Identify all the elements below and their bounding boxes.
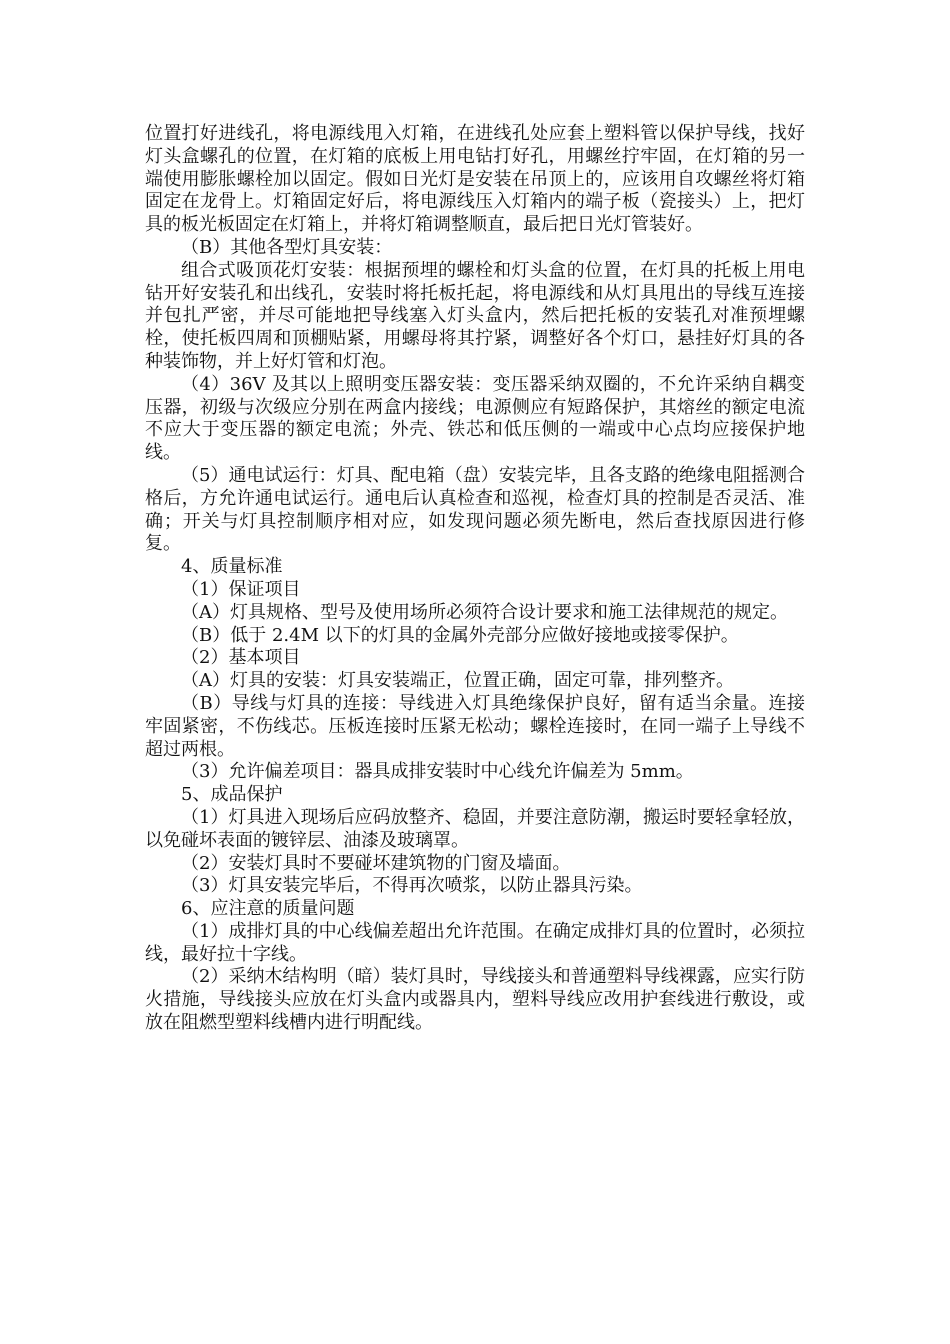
paragraph-guarantee-a: （A）灯具规格、型号及使用场所必须符合设计要求和施工法律规范的规定。 bbox=[181, 601, 788, 623]
paragraph-basic-b: （B）导线与灯具的连接：导线进入灯具绝缘保护良好，留有适当余量。连接牢固紧密，不伤线芯。压板连接时压紧无松动；螺栓连接时，在同一端子上导线不超过两根。 bbox=[145, 692, 805, 760]
paragraph-tolerance: （3）允许偏差项目：器具成排安装时中心线允许偏差为 5mm。 bbox=[181, 761, 694, 783]
paragraph-guarantee-b: （B）低于 2.4M 以下的灯具的金属外壳部分应做好接地或接零保护。 bbox=[181, 624, 739, 646]
paragraph-protection-1: （1）灯具进入现场后应码放整齐、稳固，并要注意防潮，搬运时要轻拿轻放，以免碰坏表面的镀锌层、油漆及玻璃罩。 bbox=[145, 806, 805, 851]
section-heading-quality-standard: 4、质量标准 bbox=[181, 556, 283, 578]
paragraph-basic-a: （A）灯具的安装：灯具安装端正，位置正确，固定可靠，排列整齐。 bbox=[181, 670, 734, 692]
subheading-basic-items: （2）基本项目 bbox=[181, 647, 301, 669]
paragraph-issue-1: （1）成排灯具的中心线偏差超出允许范围。在确定成排灯具的位置时，必须拉线，最好拉十字线。 bbox=[145, 920, 805, 965]
paragraph-issue-2: （2）采纳木结构明（暗）装灯具时，导线接头和普通塑料导线裸露，应实行防火措施，导线接头应放在灯头盒内或器具内，塑料导线应改用护套线进行敷设，或放在阻燃型塑料线槽内进行明配线。 bbox=[145, 966, 805, 1034]
paragraph-trial-run: （5）通电试运行：灯具、配电箱（盘）安装完毕，且各支路的绝缘电阻摇测合格后，方允许通电试运行。通电后认真检查和巡视，检查灯具的控制是否灵活、准确；开关与灯具控制顺序相对应，如发现问题必须先断电，然后查找原因进行修复。 bbox=[145, 464, 805, 555]
section-heading-quality-issues: 6、应注意的质量问题 bbox=[181, 898, 355, 920]
paragraph-ceiling-lamp: 组合式吸顶花灯安装：根据预埋的螺栓和灯头盒的位置，在灯具的托板上用电钻开好安装孔和出线孔，安装时将托板托起，将电源线和从灯具甩出的导线互连接并包扎严密，并尽可能地把导线塞入灯头盒内，然后把托板的安装孔对准预埋螺栓，使托板四周和顶棚贴紧，用螺母将其拧紧，调整好各个灯口，悬挂好灯具的各种装饰物，并上好灯管和灯泡。 bbox=[145, 259, 805, 372]
paragraph-transformer: （4）36V 及其以上照明变压器安装：变压器采纳双圈的，不允许采纳自耦变压器，初级与次级应分别在两盒内接线；电源侧应有短路保护，其熔丝的额定电流不应大于变压器的额定电流；外壳、铁芯和低压侧的一端或中心点均应接保护地线。 bbox=[145, 373, 805, 464]
paragraph-protection-3: （3）灯具安装完毕后，不得再次喷浆，以防止器具污染。 bbox=[181, 875, 643, 897]
paragraph-protection-2: （2）安装灯具时不要碰坏建筑物的门窗及墙面。 bbox=[181, 852, 571, 874]
paragraph-fluorescent-install: 位置打好进线孔，将电源线甩入灯箱，在进线孔处应套上塑料管以保护导线，找好灯头盒螺孔的位置，在灯箱的底板上用电钻打好孔，用螺丝拧牢固，在灯箱的另一端使用膨胀螺栓加以固定。假如日光灯是安装在吊顶上的，应该用自攻螺丝将灯箱固定在龙骨上。灯箱固定好后，将电源线压入灯箱内的端子板（瓷接头）上，把灯具的板光板固定在灯箱上，并将灯箱调整顺直，最后把日光灯管装好。 bbox=[145, 123, 805, 236]
section-heading-product-protection: 5、成品保护 bbox=[181, 784, 283, 806]
heading-other-lamps: （B）其他各型灯具安装： bbox=[181, 236, 393, 258]
document-body bbox=[145, 123, 805, 1035]
subheading-guarantee-items: （1）保证项目 bbox=[181, 578, 301, 600]
